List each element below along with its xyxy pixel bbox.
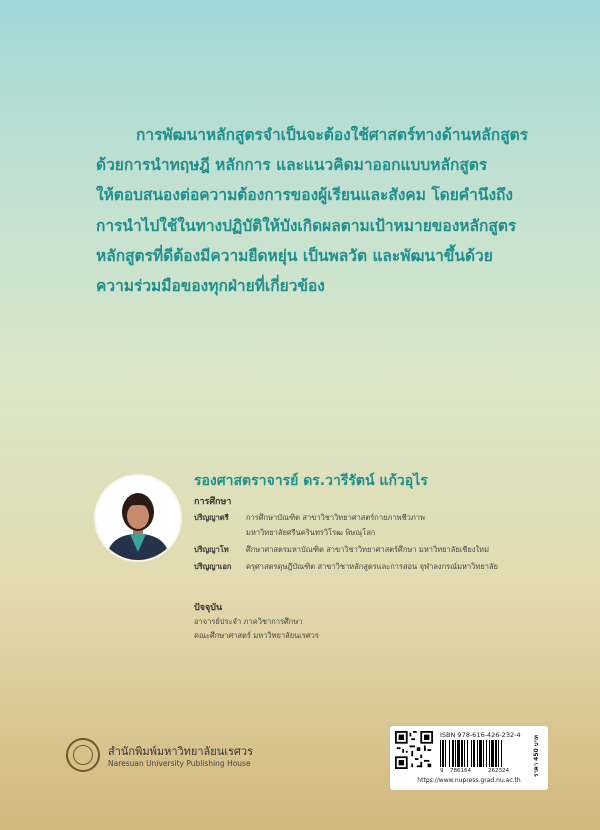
- blurb-line: ความร่วมมือของทุกฝ่ายที่เกี่ยวข้อง: [96, 277, 325, 296]
- publisher-seal-icon: [66, 738, 100, 772]
- publisher-name-thai: สำนักพิมพ์มหาวิทยาลัยนเรศวร: [108, 745, 253, 758]
- degree-detail-doctorate: ครุศาสตรดุษฎีบัณฑิต สาขาวิชาหลักสูตรและการสอน จุฬาลงกรณ์มหาวิทยาลัย: [246, 562, 498, 571]
- author-name: รองศาสตราจารย์ ดร.วารีรัตน์ แก้วอุไร: [194, 473, 428, 489]
- degree-label-master: ปริญญาโท: [194, 545, 229, 554]
- qr-code-icon: [395, 731, 433, 769]
- blurb-line: ด้วยการนำทฤษฎี หลักการ และแนวคิดมาออกแบบหลักสูตร: [96, 156, 488, 175]
- publisher-url: https://www.nupress.grad.nu.ac.th: [417, 777, 521, 784]
- degree-label-doctorate: ปริญญาเอก: [194, 562, 232, 571]
- blurb-line: การนำไปใช้ในทางปฏิบัติให้บังเกิดผลตามเป้าหมายของหลักสูตร: [96, 216, 517, 235]
- degree-detail-bachelor: การศึกษาบัณฑิต สาขาวิชาวิทยาศาสตร์กายภาพชีวภาพ: [246, 513, 425, 522]
- degree-label-bachelor: ปริญญาตรี: [194, 513, 229, 522]
- price-label: ราคา 450 บาท: [533, 735, 540, 777]
- blurb-line: การพัฒนาหลักสูตรจำเป็นจะต้องใช้ศาสตร์ทางด้านหลักสูตร: [136, 126, 529, 144]
- current-position-line: คณะศึกษาศาสตร์ มหาวิทยาลัยนเรศวร: [194, 631, 319, 640]
- current-position-heading: ปัจจุบัน: [194, 603, 223, 613]
- author-portrait-icon: [96, 476, 180, 560]
- education-heading: การศึกษา: [194, 497, 232, 507]
- author-photo: [96, 476, 180, 560]
- blurb-line: หลักสูตรที่ดีต้องมีความยืดหยุ่น เป็นพลวัต และพัฒนาขึ้นด้วย: [96, 246, 493, 265]
- isbn-barcode-box: [390, 726, 548, 790]
- blurb-line: ให้ตอบสนองต่อความต้องการของผู้เรียนและสังคม โดยคำนึงถึง: [96, 186, 514, 205]
- isbn-number: ISBN 978-616-426-232-4: [440, 731, 521, 739]
- barcode-icon: [440, 740, 524, 767]
- barcode-leading-digit: 9: [440, 768, 444, 774]
- degree-detail-bachelor-university: มหาวิทยาลัยศรีนครินทรวิโรฒ พิษณุโลก: [246, 528, 376, 537]
- current-position-line: อาจารย์ประจำ ภาควิชาการศึกษา: [194, 617, 303, 626]
- barcode-digits-left: 786164: [450, 768, 471, 774]
- barcode-digits-right: 262324: [488, 768, 509, 774]
- degree-detail-master: ศึกษาศาสตรมหาบัณฑิต สาขาวิชาวิทยาศาสตร์ศึกษา มหาวิทยาลัยเชียงใหม่: [246, 545, 490, 554]
- blurb-paragraph: [96, 120, 536, 301]
- publisher-name-english: Naresuan University Publishing House: [108, 759, 251, 768]
